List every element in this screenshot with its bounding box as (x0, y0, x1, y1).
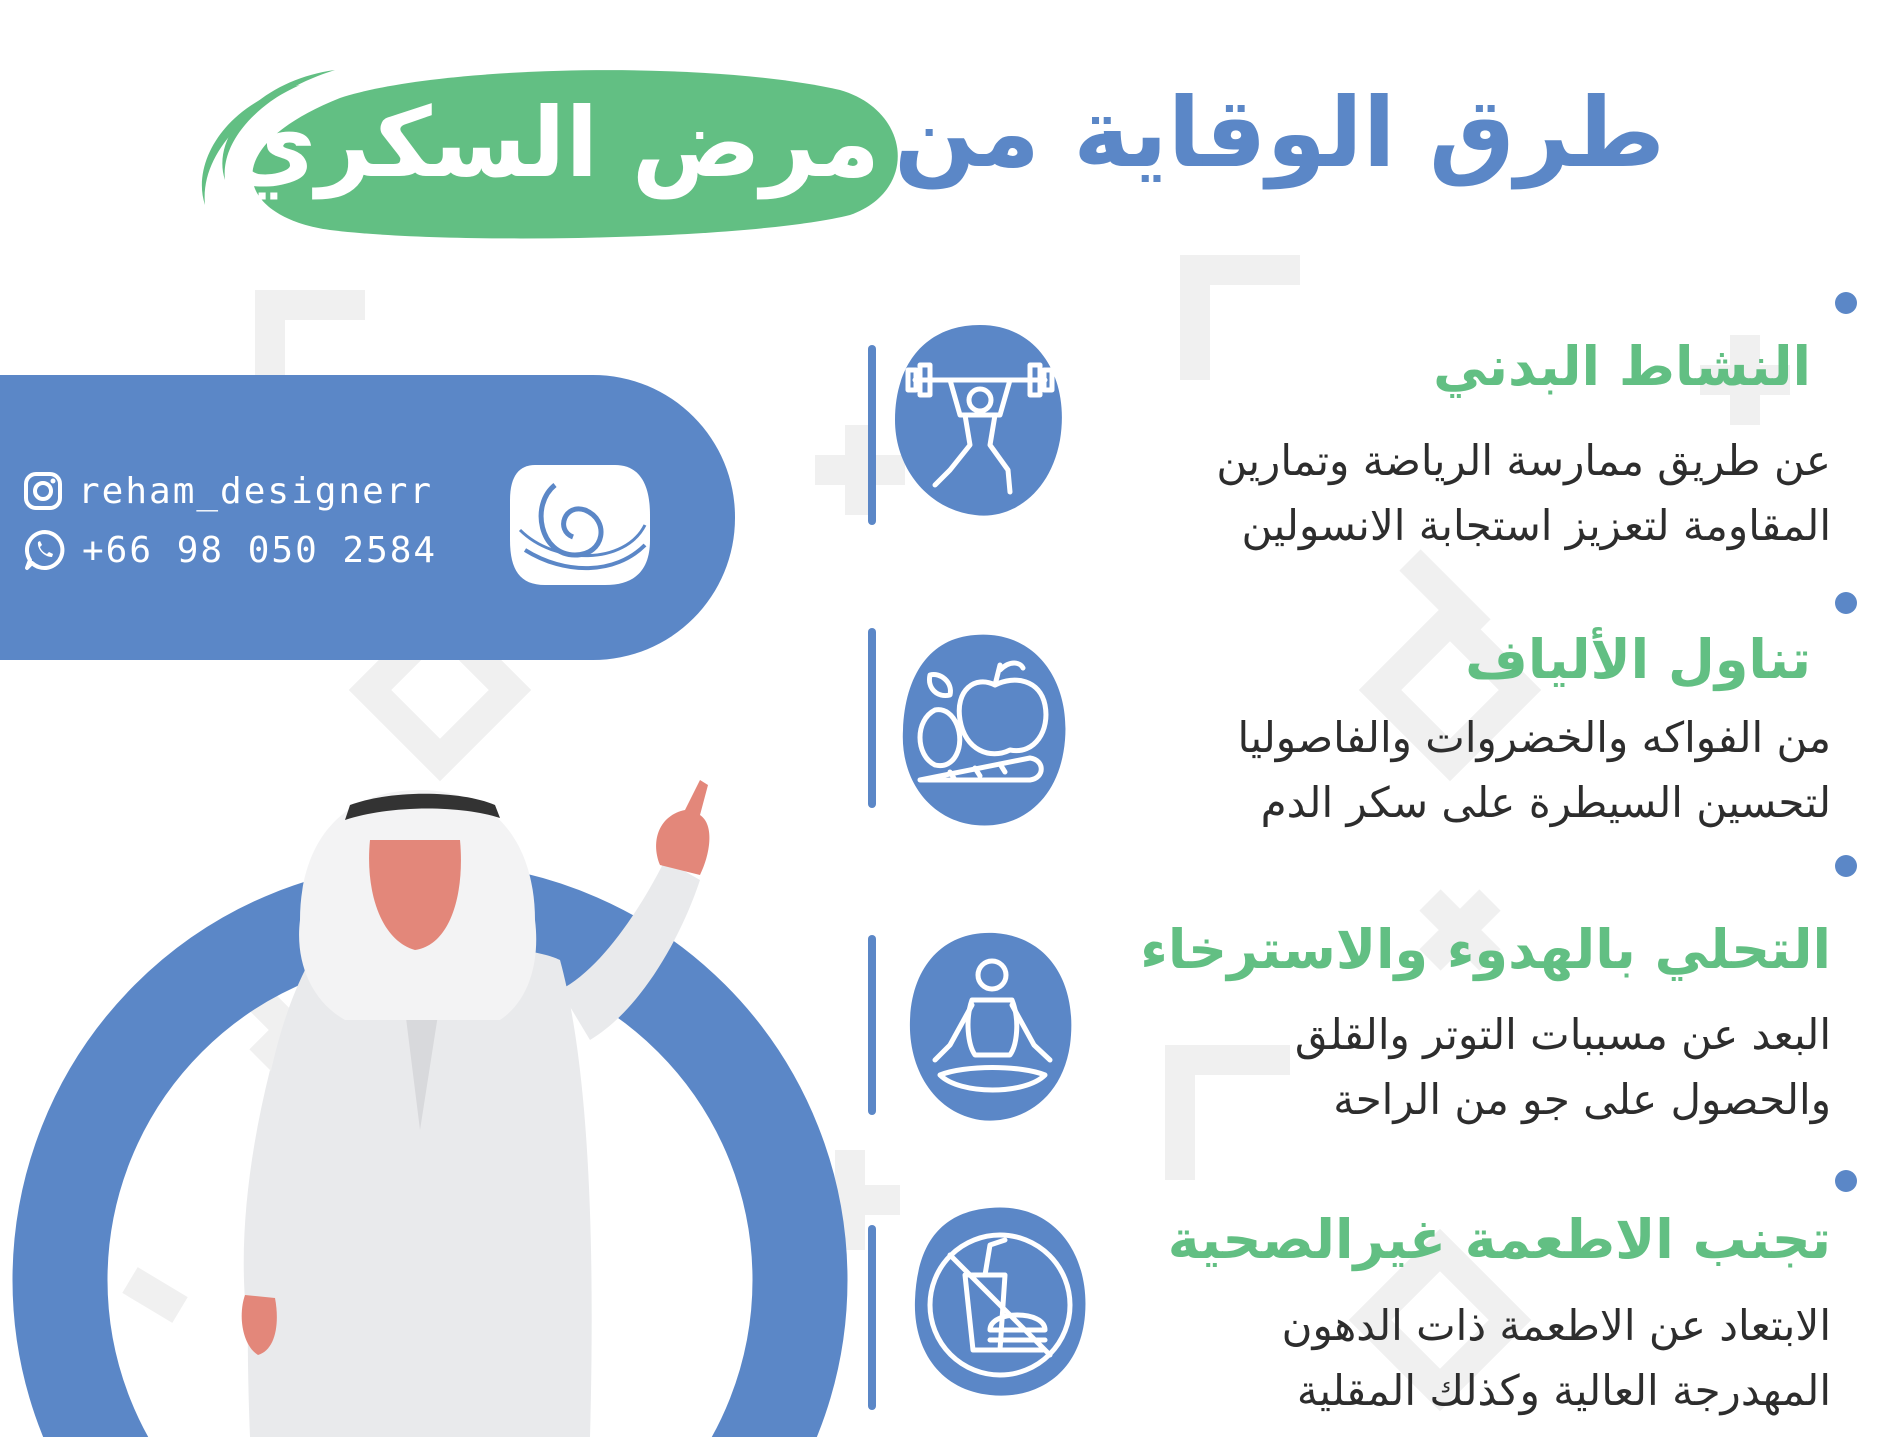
weightlifter-icon (890, 320, 1070, 520)
phone-number: +66 98 050 2584 (82, 529, 438, 571)
fruits-vegetables-icon (895, 630, 1075, 830)
item-2-line-1: من الفواكه والخضروات والفاصوليا (1237, 713, 1831, 762)
page-title: طرق الوقاية من (894, 77, 1665, 189)
title-highlight-text: مرض السكري (228, 87, 880, 199)
item-1-bullet (1835, 292, 1857, 314)
item-3-bullet (1835, 855, 1857, 877)
whatsapp-row[interactable] (22, 527, 437, 573)
item-2-title: تناول الألياف (1465, 628, 1811, 691)
whatsapp-icon (22, 527, 68, 573)
item-1-line-2: المقاومة لتعزيز استجابة الانسولين (1241, 501, 1831, 551)
item-2-line-2: لتحسين السيطرة على سكر الدم (1260, 778, 1831, 828)
no-junk-food-icon (905, 1200, 1095, 1400)
item-3-title: التحلي بالهدوء والاسترخاء (1140, 918, 1831, 981)
instagram-icon (22, 470, 64, 512)
item-3-desc (1295, 1002, 1831, 1132)
contact-bar (0, 375, 735, 660)
item-4-desc (1282, 1293, 1831, 1423)
instagram-row[interactable] (22, 470, 433, 512)
item-4-bullet (1835, 1170, 1857, 1192)
item-1-desc (1216, 428, 1831, 558)
item-4-line-1: الابتعاد عن الاطعمة ذات الدهون (1281, 1301, 1831, 1350)
meditation-icon (900, 925, 1080, 1125)
item-3-divider (868, 935, 876, 1115)
man-illustration (0, 770, 900, 1437)
designer-logo-icon (505, 445, 655, 595)
item-2-desc (1238, 705, 1831, 835)
instagram-handle: reham_designerr (78, 470, 434, 512)
item-1-line-1: عن طريق ممارسة الرياضة وتمارين (1216, 436, 1831, 485)
item-4-title: تجنب الاطعمة غيرالصحية (1167, 1208, 1831, 1271)
item-2-bullet (1835, 592, 1857, 614)
item-4-line-2: المهدرجة العالية وكذلك المقلية (1296, 1366, 1831, 1416)
item-3-line-1: البعد عن مسببات التوتر والقلق (1294, 1010, 1831, 1059)
item-2-divider (868, 628, 876, 808)
item-1-divider (868, 345, 876, 525)
item-1-title: النشاط البدني (1433, 335, 1811, 398)
item-4-divider (868, 1225, 876, 1410)
item-3-line-2: والحصول على جو من الراحة (1333, 1075, 1831, 1125)
